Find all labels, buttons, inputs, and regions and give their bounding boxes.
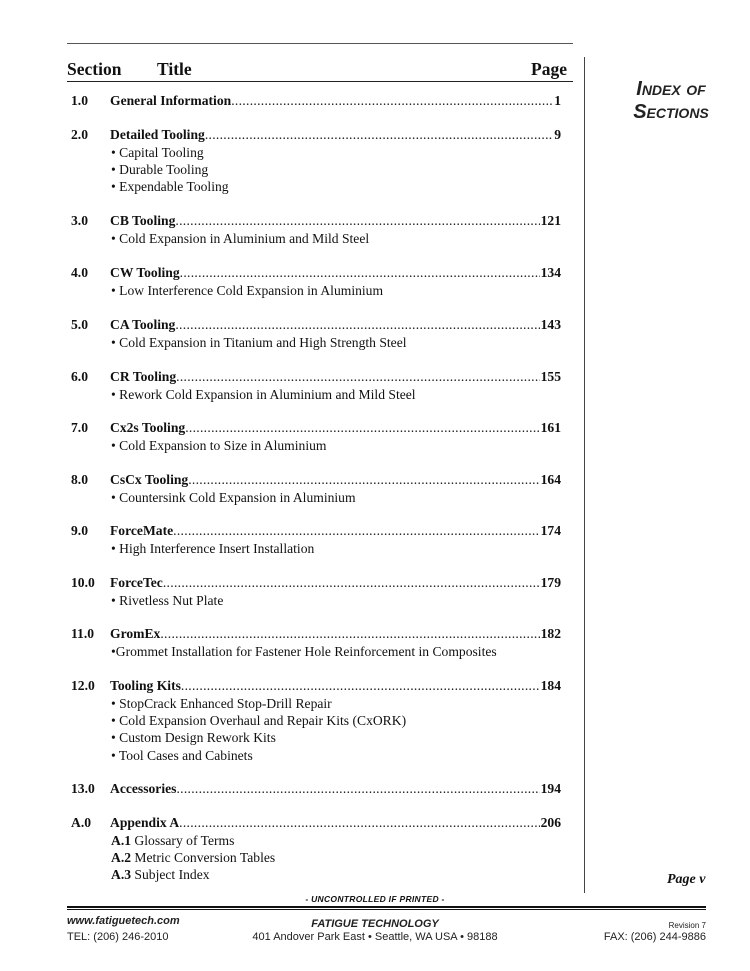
dot-leader xyxy=(173,522,539,540)
toc-entry xyxy=(71,574,561,609)
section-title: CA Tooling xyxy=(110,317,176,332)
section-number: 8.0 xyxy=(71,472,88,487)
section-page-number: 182 xyxy=(540,626,561,641)
title-line xyxy=(110,625,561,643)
header-title: Title xyxy=(157,59,192,79)
appendix-code: A.2 xyxy=(111,850,132,866)
footer-website[interactable]: www.fatiguetech.com xyxy=(67,915,180,927)
subsection-item: • Cold Expansion Overhaul and Repair Kits (CxORK) xyxy=(111,713,407,729)
section-number: 13.0 xyxy=(71,781,95,796)
dot-leader xyxy=(188,471,539,489)
title-line xyxy=(110,419,561,437)
section-number: 5.0 xyxy=(71,317,88,332)
title-line xyxy=(110,264,561,282)
dot-leader xyxy=(176,368,539,386)
toc-entry-row[interactable] xyxy=(71,212,561,230)
section-title: Cx2s Tooling xyxy=(110,420,186,435)
subsection-item: • Rivetless Nut Plate xyxy=(111,593,224,608)
uncontrolled-notice: - UNCONTROLLED IF PRINTED - xyxy=(305,894,445,904)
toc-entry-row[interactable] xyxy=(71,814,561,832)
footer-telephone: TEL: (206) 246-2010 xyxy=(67,931,169,943)
subsection-item: • Capital Tooling xyxy=(111,145,204,160)
subsection-item: • Tool Cases and Cabinets xyxy=(111,747,253,763)
dot-leader xyxy=(160,625,539,643)
section-number: A.0 xyxy=(71,815,92,830)
toc-entry xyxy=(71,677,561,764)
subsection-item: • Durable Tooling xyxy=(111,162,209,178)
appendix-code: A.3 xyxy=(111,867,132,883)
toc-entry xyxy=(71,471,561,506)
section-page-number: 143 xyxy=(540,317,561,332)
appendix-label: Subject Index xyxy=(134,867,210,883)
footer-rule-thin xyxy=(67,909,706,910)
toc-entry-row[interactable] xyxy=(71,419,561,437)
section-title: Detailed Tooling xyxy=(110,127,205,142)
toc-entry-row[interactable] xyxy=(71,522,561,540)
section-number: 12.0 xyxy=(71,678,95,693)
footer-fax: FAX: (206) 244-9886 xyxy=(603,931,706,943)
subsection-item: • Low Interference Cold Expansion in Aluminium xyxy=(111,283,384,298)
toc-entry-row[interactable] xyxy=(71,471,561,489)
toc-entry xyxy=(71,264,561,299)
title-line xyxy=(110,780,561,798)
toc-entry xyxy=(71,625,561,660)
appendix-code: A.1 xyxy=(111,833,132,848)
section-number: 11.0 xyxy=(71,626,95,641)
toc-entry xyxy=(71,316,561,351)
dot-leader xyxy=(185,419,539,437)
section-page-number: 1 xyxy=(554,93,561,108)
footer-revision: Revision 7 xyxy=(668,921,706,930)
dot-leader xyxy=(179,814,539,832)
section-title: Appendix A xyxy=(110,815,180,830)
header-section: Section xyxy=(67,59,122,79)
toc-entry-row[interactable] xyxy=(71,126,561,144)
subsection-item: •Grommet Installation for Fastener Hole Reinforcement in Composites xyxy=(111,644,497,659)
toc-entry xyxy=(71,92,561,110)
section-number: 1.0 xyxy=(71,93,88,108)
toc-entry xyxy=(71,814,561,884)
section-number: 2.0 xyxy=(71,127,88,142)
toc-entry xyxy=(71,126,561,196)
dot-leader xyxy=(231,92,553,110)
section-page-number: 134 xyxy=(540,265,561,280)
section-number: 4.0 xyxy=(71,265,88,280)
appendix-item xyxy=(111,866,561,883)
section-title: Accessories xyxy=(110,781,177,796)
section-page-number: 194 xyxy=(540,781,561,796)
dot-leader xyxy=(176,780,539,798)
appendix-label: Glossary of Terms xyxy=(134,833,235,848)
subsection-item: • Custom Design Rework Kits xyxy=(111,730,276,746)
side-title xyxy=(596,78,746,124)
section-page-number: 184 xyxy=(540,678,561,693)
toc-entry xyxy=(71,212,561,247)
section-page-number: 9 xyxy=(554,127,561,142)
appendix-label: Metric Conversion Tables xyxy=(134,850,276,866)
title-line xyxy=(110,126,561,144)
subsection-item: • Cold Expansion in Aluminium and Mild Steel xyxy=(111,231,370,246)
subsection-item: • Countersink Cold Expansion in Aluminium xyxy=(111,490,356,505)
appendix-item xyxy=(111,832,561,849)
title-line xyxy=(110,814,561,832)
toc-header xyxy=(67,59,573,82)
subsection-item: • Expendable Tooling xyxy=(111,179,229,195)
title-line xyxy=(110,92,561,110)
appendix-item xyxy=(111,849,561,866)
toc-entry-row[interactable] xyxy=(71,316,561,334)
subsection-item: • Rework Cold Expansion in Aluminium and Mild Steel xyxy=(111,387,416,402)
header-page: Page xyxy=(531,59,567,79)
section-number: 9.0 xyxy=(71,523,88,538)
top-rule xyxy=(67,43,573,44)
toc-entry-row[interactable] xyxy=(71,264,561,282)
section-page-number: 174 xyxy=(540,523,561,538)
toc-entry-row[interactable] xyxy=(71,677,561,695)
toc-entry-row[interactable] xyxy=(71,368,561,386)
section-title: CW Tooling xyxy=(110,265,180,280)
section-number: 6.0 xyxy=(71,369,88,384)
section-title: CR Tooling xyxy=(110,369,177,384)
toc-entry-row[interactable] xyxy=(71,625,561,643)
toc-entry-row[interactable] xyxy=(71,780,561,798)
footer-rule xyxy=(67,906,706,908)
section-page-number: 179 xyxy=(540,575,561,590)
section-title: CsCx Tooling xyxy=(110,472,189,487)
title-line xyxy=(110,471,561,489)
title-line xyxy=(110,574,561,592)
subsection-item: • High Interference Insert Installation xyxy=(111,541,315,556)
page-number: Page v xyxy=(667,872,706,887)
toc-entry-row[interactable] xyxy=(71,574,561,592)
vertical-divider xyxy=(584,57,585,893)
section-page-number: 155 xyxy=(540,369,561,384)
toc-entry xyxy=(71,419,561,454)
section-page-number: 164 xyxy=(540,472,561,487)
title-line xyxy=(110,368,561,386)
dot-leader xyxy=(175,212,539,230)
section-number: 10.0 xyxy=(71,575,95,590)
subsection-item: • Cold Expansion to Size in Aluminium xyxy=(111,438,327,453)
title-line xyxy=(110,677,561,695)
section-title: ForceMate xyxy=(110,523,174,538)
dot-leader xyxy=(181,677,540,695)
side-title-line2: Sections xyxy=(633,101,709,123)
dot-leader xyxy=(205,126,553,144)
subsection-item: • StopCrack Enhanced Stop-Drill Repair xyxy=(111,696,332,711)
title-line xyxy=(110,316,561,334)
section-page-number: 161 xyxy=(540,420,561,435)
section-page-number: 206 xyxy=(540,815,561,830)
section-title: CB Tooling xyxy=(110,213,176,228)
section-title: GromEx xyxy=(110,626,161,641)
section-number: 7.0 xyxy=(71,420,88,435)
section-title: ForceTec xyxy=(110,575,163,590)
toc-entry xyxy=(71,780,561,798)
dot-leader xyxy=(175,316,539,334)
toc-entry-row[interactable] xyxy=(71,92,561,110)
title-line xyxy=(110,212,561,230)
subsection-item: • Cold Expansion in Titanium and High Strength Steel xyxy=(111,335,407,350)
footer-company: FATIGUE TECHNOLOGY xyxy=(311,918,439,930)
section-title: General Information xyxy=(110,93,232,108)
title-line xyxy=(110,522,561,540)
toc-entry xyxy=(71,522,561,557)
side-title-line1: Index of xyxy=(636,78,706,100)
dot-leader xyxy=(180,264,540,282)
section-title: Tooling Kits xyxy=(110,678,181,693)
section-page-number: 121 xyxy=(540,213,561,228)
section-number: 3.0 xyxy=(71,213,88,228)
footer-address: 401 Andover Park East • Seattle, WA USA • 98188 xyxy=(252,931,498,943)
dot-leader xyxy=(163,574,540,592)
toc-entry xyxy=(71,368,561,403)
